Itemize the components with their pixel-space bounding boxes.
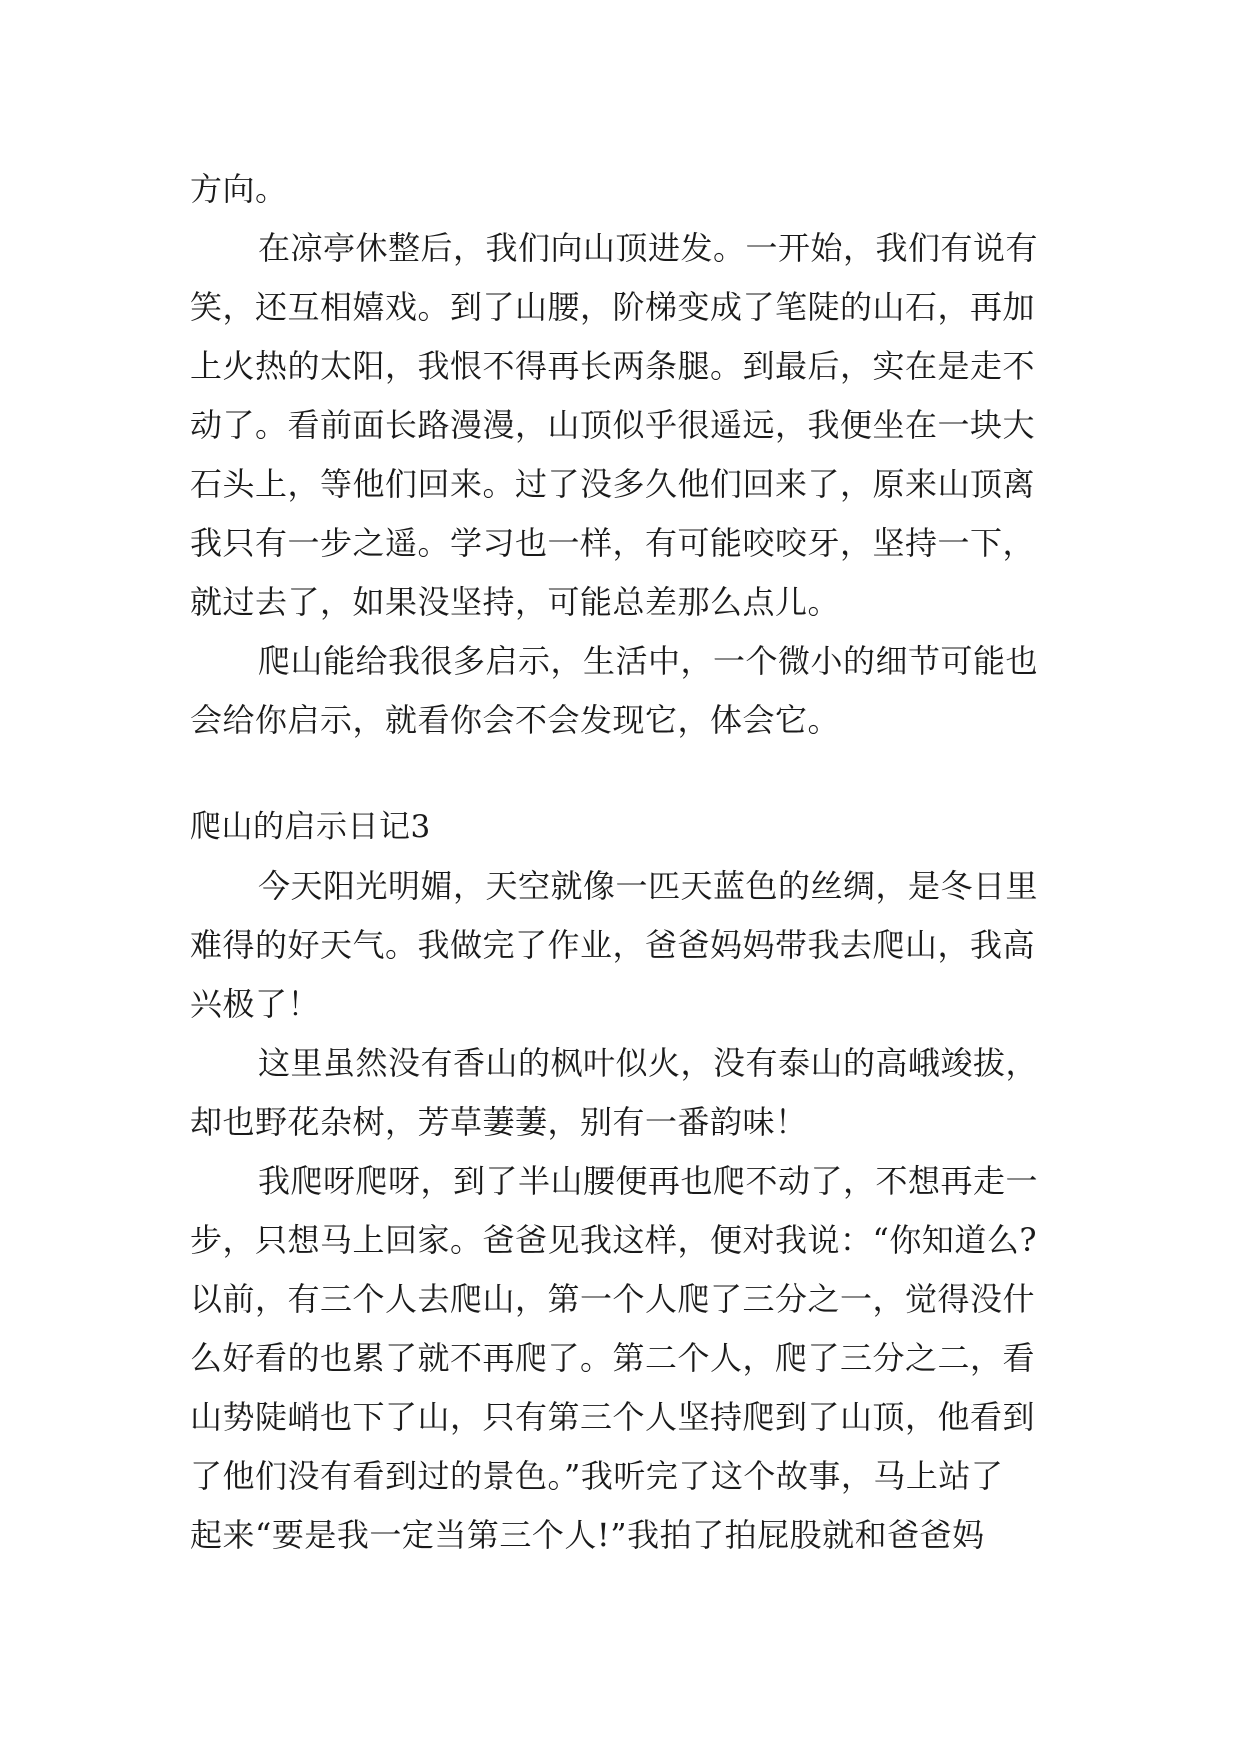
text-line: 难得的好天气。我做完了作业，爸爸妈妈带我去爬山，我高: [190, 926, 1036, 964]
paragraph-scenery: [190, 1034, 1080, 1152]
paragraph-continuation: [190, 160, 1080, 219]
text-line: 兴极了！: [190, 985, 321, 1023]
text-line: 了他们没有看到过的景色。”我听完了这个故事，马上站了: [190, 1457, 1004, 1495]
text-line: 么好看的也累了就不再爬了。第二个人，爬了三分之二，看: [190, 1339, 1036, 1377]
text-line: 这里虽然没有香山的枫叶似火，没有泰山的高峨竣拔，: [258, 1044, 1039, 1082]
document-page: [190, 160, 1080, 1565]
text-line: 就过去了，如果没坚持，可能总差那么点儿。: [190, 583, 841, 621]
text-line: 却也野花杂树，芳草萋萋，别有一番韵味！: [190, 1103, 808, 1141]
text-line: 我只有一步之遥。学习也一样，有可能咬咬牙，坚持一下，: [190, 524, 1036, 562]
text-line: 今天阳光明媚，天空就像一匹天蓝色的丝绸，是冬日里: [258, 867, 1039, 905]
paragraph-story: [190, 1152, 1080, 1565]
text-line: 我爬呀爬呀，到了半山腰便再也爬不动了，不想再走一: [258, 1162, 1039, 1200]
text-line: 笑，还互相嬉戏。到了山腰，阶梯变成了笔陡的山石，再加: [190, 288, 1036, 326]
text-line: 石头上，等他们回来。过了没多久他们回来了，原来山顶离: [190, 465, 1036, 503]
text-line: 起来“要是我一定当第三个人!”我拍了拍屁股就和爸爸妈: [190, 1516, 985, 1554]
text-line: 动了。看前面长路漫漫，山顶似乎很遥远，我便坐在一块大: [190, 406, 1036, 444]
heading-text: 爬山的启示日记3: [190, 809, 431, 845]
paragraph-weather: [190, 857, 1080, 1034]
text-line: 山势陡峭也下了山，只有第三个人坚持爬到了山顶，他看到: [190, 1398, 1036, 1436]
text-line: 以前，有三个人去爬山，第一个人爬了三分之一，觉得没什: [190, 1280, 1036, 1318]
text-line: 上火热的太阳，我恨不得再长两条腿。到最后，实在是走不: [190, 347, 1036, 385]
text-line: 在凉亭休整后，我们向山顶进发。一开始，我们有说有: [258, 229, 1039, 267]
text-line: 方向。: [190, 170, 288, 208]
paragraph-pavilion: [190, 219, 1080, 632]
paragraph-conclusion: [190, 632, 1080, 750]
section-heading: [190, 798, 1080, 857]
text-line: 爬山能给我很多启示，生活中，一个微小的细节可能也: [258, 642, 1039, 680]
text-line: 步，只想马上回家。爸爸见我这样，便对我说：“你知道么?: [190, 1221, 1038, 1259]
text-line: 会给你启示，就看你会不会发现它，体会它。: [190, 701, 841, 739]
